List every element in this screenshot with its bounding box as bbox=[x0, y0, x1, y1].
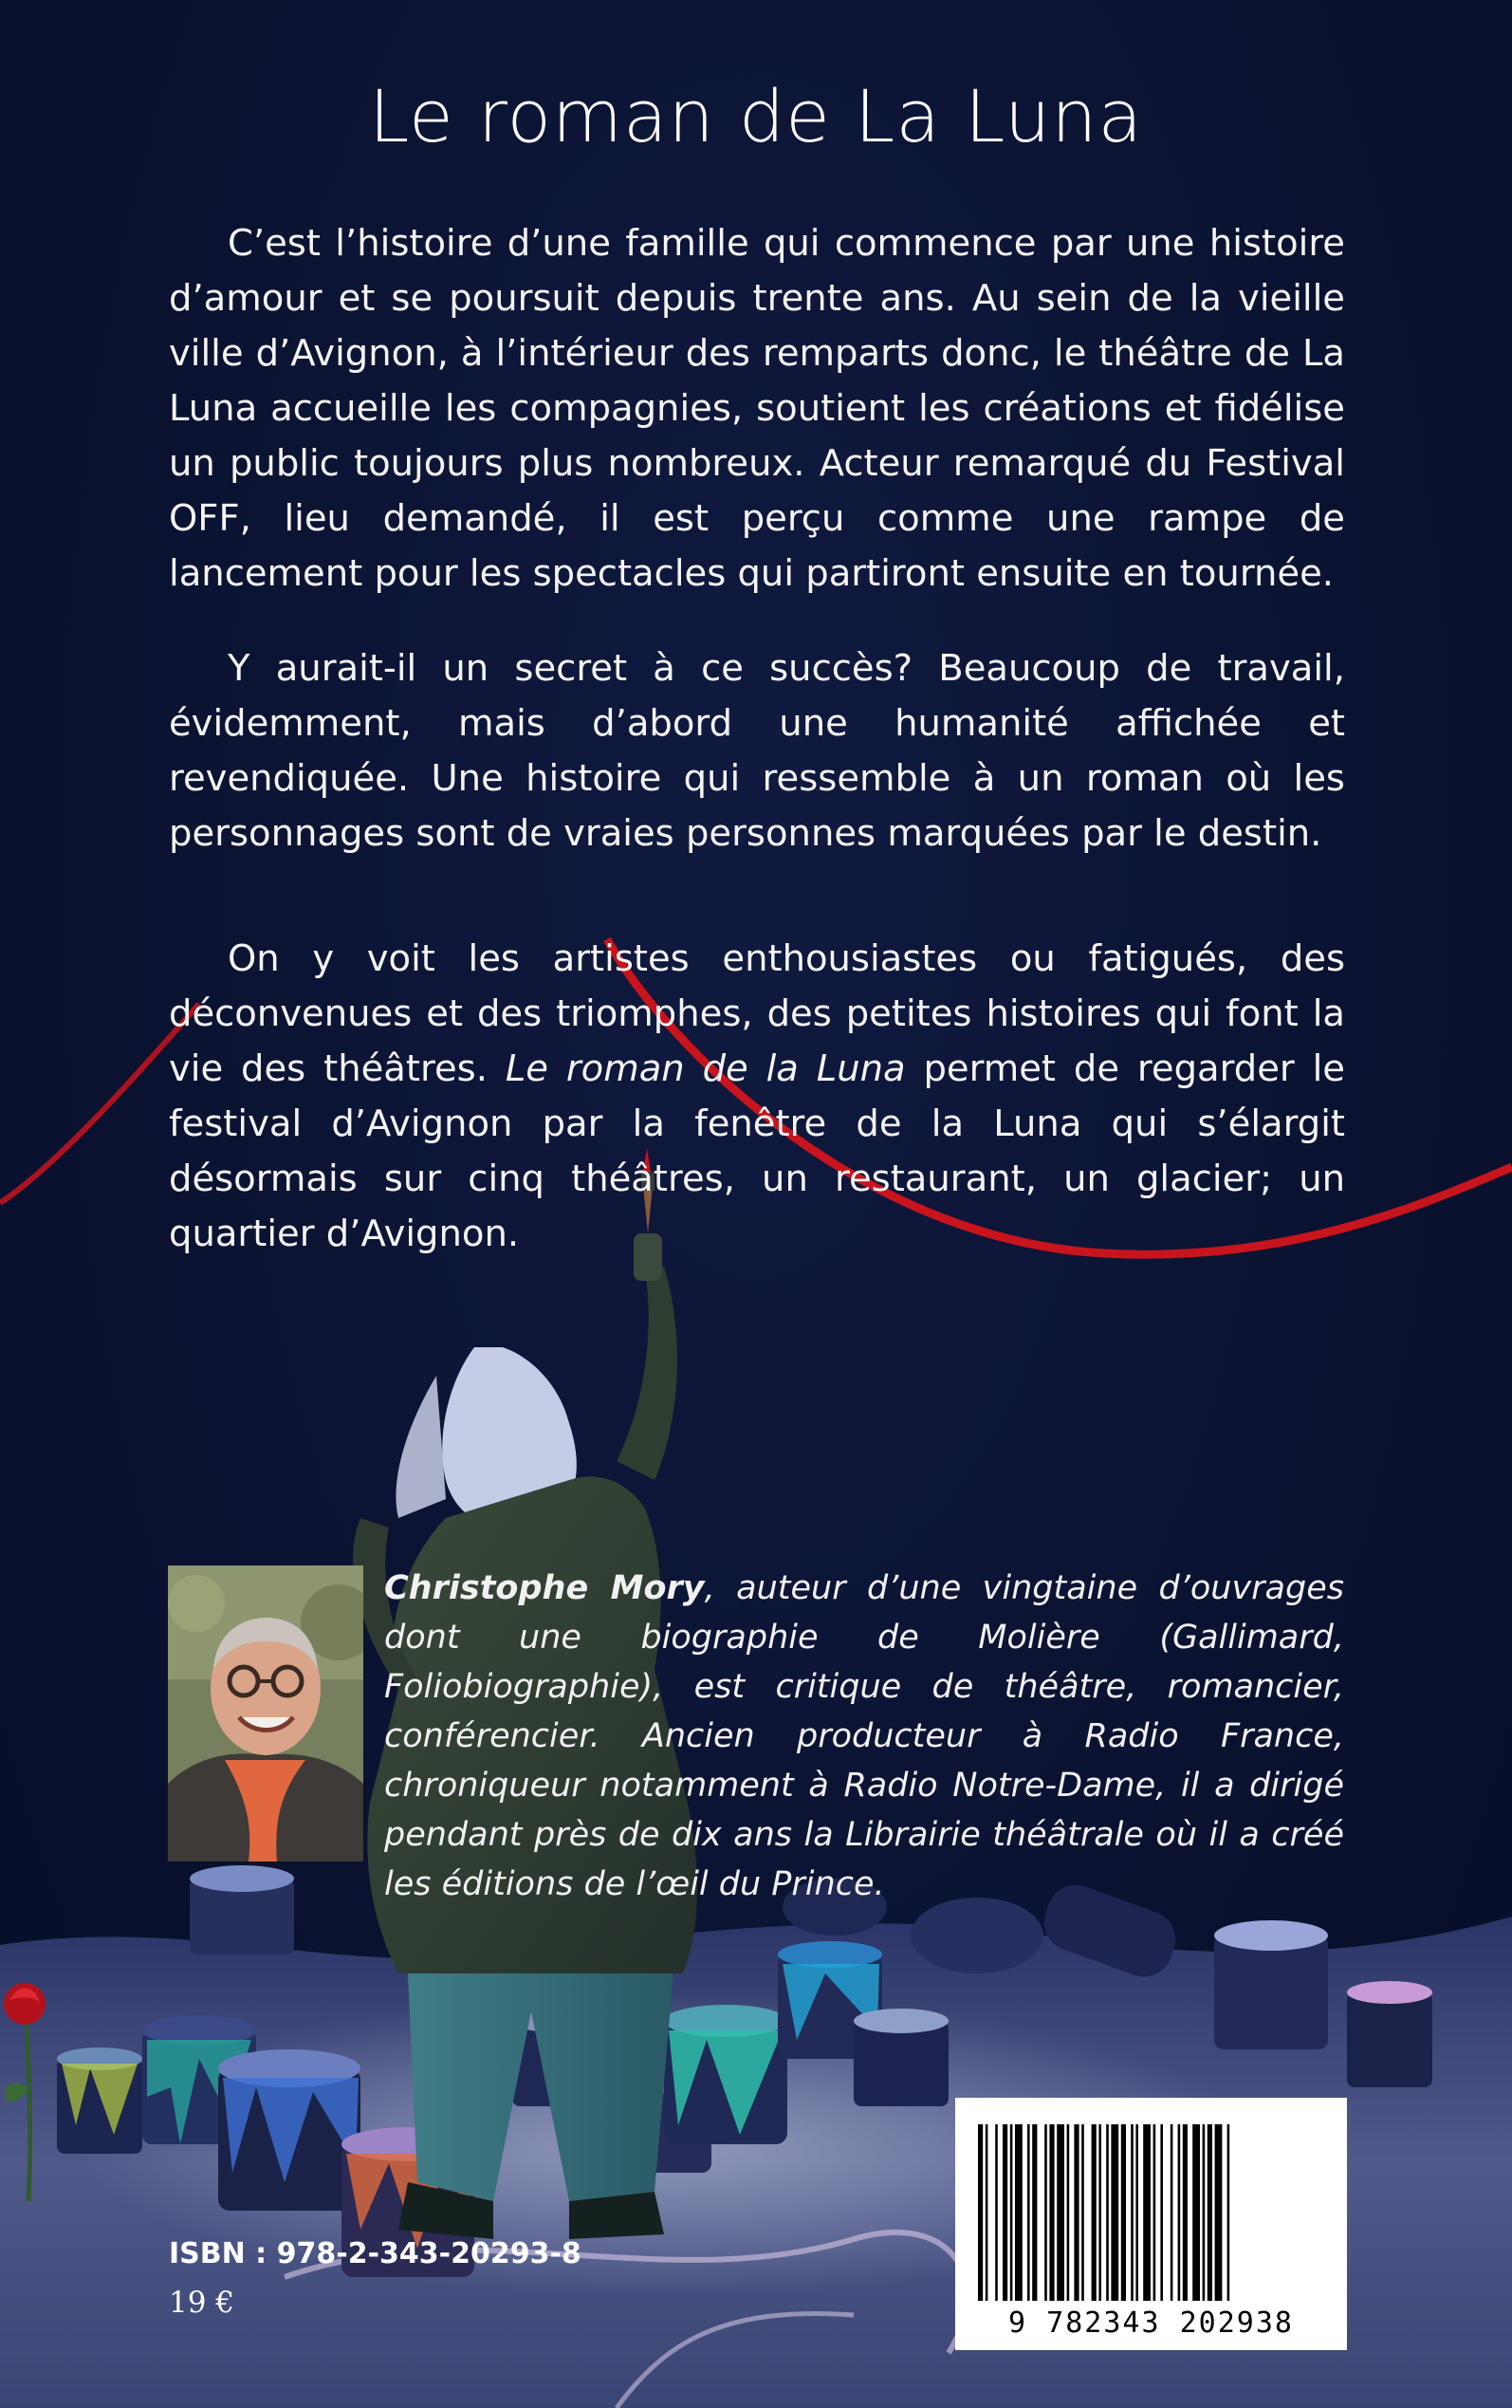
barcode-bar bbox=[1153, 2124, 1156, 2301]
barcode-bar bbox=[1215, 2124, 1223, 2301]
barcode-bar bbox=[1183, 2124, 1188, 2301]
barcode-bar bbox=[1049, 2124, 1054, 2301]
barcode-bar bbox=[1067, 2124, 1070, 2301]
barcode-bar bbox=[1121, 2124, 1126, 2301]
book-title: Le roman de La Luna bbox=[368, 74, 1144, 158]
barcode-bar bbox=[1203, 2124, 1206, 2301]
book-title-italic: Le roman de la Luna bbox=[505, 1047, 906, 1090]
barcode-bar bbox=[1003, 2124, 1007, 2301]
isbn-label: ISBN : 978-2-343-20293-8 bbox=[169, 2237, 581, 2270]
barcode-bar bbox=[1160, 2124, 1163, 2301]
barcode-digits: 9 782343 202938 bbox=[1008, 2306, 1294, 2340]
paragraph-text: Y aurait-il un secret à ce succès? Beaucoup de travail, évidemment, mais d’abord une humanité affichée et revendiquée. Une histoire qui ressemble à un roman où les personnages sont de vraies personnes marquées par le destin. bbox=[169, 647, 1345, 855]
barcode-bar bbox=[1131, 2124, 1134, 2301]
author-photo bbox=[168, 1565, 363, 1862]
barcode-bar bbox=[995, 2124, 998, 2301]
price-label: 19 € bbox=[169, 2286, 235, 2320]
barcode-bar bbox=[1098, 2124, 1101, 2301]
barcode-bar bbox=[1208, 2124, 1212, 2301]
barcode-bar bbox=[1057, 2124, 1064, 2301]
barcode-bar bbox=[1092, 2124, 1097, 2301]
author-name: Christophe Mory bbox=[384, 1569, 705, 1607]
barcode-bar bbox=[1010, 2124, 1013, 2301]
barcode-bar bbox=[1027, 2124, 1030, 2301]
barcode-bar bbox=[1227, 2124, 1230, 2301]
summary-paragraph-2 bbox=[169, 641, 1345, 915]
barcode-bar bbox=[1143, 2124, 1151, 2301]
author-bio bbox=[384, 1564, 1344, 1909]
paragraph-text: C’est l’histoire d’une famille qui commence par une histoire d’amour et se poursuit depuis trente ans. Au sein de la vieille ville d’Avignon, à l’intérieur des remparts donc, le théâtre de La Luna accueille les compagnies, soutient les créations et fidélise un public toujours plus nombreux. Acteur remarqué du Festival OFF, lieu demandé, il est perçu comme une rampe de lancement pour les spectacles qui partiront ensuite en tournée. bbox=[169, 222, 1345, 595]
paragraph-end: permet de regarder le festival d’Avignon par la fenêtre de la Luna qui s’élargit désormais sur cinq théâtres, un restaurant, un glacier; un quartier d’Avignon. bbox=[169, 1047, 1345, 1255]
barcode-bar bbox=[1111, 2124, 1118, 2301]
barcode-bar bbox=[1044, 2124, 1047, 2301]
paragraph-text bbox=[169, 932, 1345, 1262]
barcode-bar bbox=[1081, 2124, 1084, 2301]
barcode-bar bbox=[1074, 2124, 1079, 2301]
summary-paragraph-1 bbox=[169, 216, 1345, 655]
barcode-bar bbox=[1135, 2124, 1138, 2301]
barcode-bar bbox=[1178, 2124, 1181, 2301]
paragraph-start: On y voit les artistes enthousiastes ou fatigués, des déconvenues et des triomphes, des petites histoires qui font la vie des théâtres. bbox=[169, 937, 1345, 1090]
barcode-bar bbox=[1192, 2124, 1200, 2301]
barcode-bar bbox=[1106, 2124, 1109, 2301]
barcode-bar bbox=[986, 2124, 988, 2301]
barcode bbox=[955, 2098, 1347, 2350]
barcode-bar bbox=[1015, 2124, 1023, 2301]
summary-paragraph-3 bbox=[169, 932, 1345, 1315]
barcode-bar bbox=[978, 2124, 983, 2301]
barcode-bar bbox=[1171, 2124, 1173, 2301]
author-bio-text: , auteur d’une vingtaine d’ouvrages dont une biographie de Molière (Gallimard, Foliobiographie), est critique de théâtre, romancier, conférencier. Ancien producteur à Radio France, chroniqueur notamment à Radio Notre-Dame, il a dirigé pendant près de dix ans la Librairie théâtrale où il a créé les éditions de l’œil du Prince. bbox=[384, 1569, 1344, 1903]
barcode-bar bbox=[1032, 2124, 1037, 2301]
